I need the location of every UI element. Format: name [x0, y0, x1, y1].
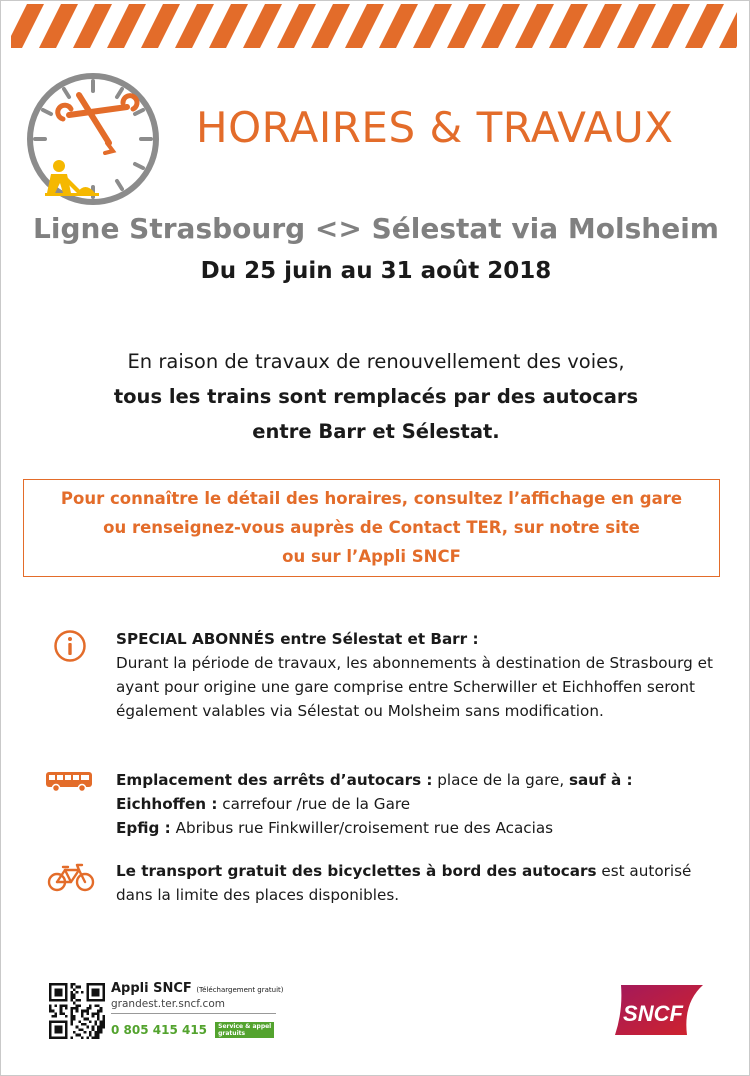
info-box-line-1: Pour connaître le détail des horaires, consultez l’affichage en gare	[60, 489, 683, 508]
website-link[interactable]: grandest.ter.sncf.com	[111, 998, 225, 1010]
line-name: Ligne Strasbourg <> Sélestat via Molsheim	[33, 212, 719, 245]
sncf-logo-text: SNCF	[623, 1001, 683, 1026]
stop-2-name: Epfig :	[116, 819, 171, 837]
app-footer	[49, 981, 284, 1043]
bikes-rest: est autorisé dans la limite des places disponibles.	[116, 862, 692, 904]
service-line-2: gratuits	[218, 1029, 246, 1037]
stops-heading: Emplacement des arrêts d’autocars :	[116, 771, 433, 789]
footer-divider	[111, 1013, 276, 1014]
bikes-bold: Le transport gratuit des bicyclettes à bord des autocars	[116, 862, 597, 880]
warning-stripe	[11, 4, 737, 48]
info-box-line-3: ou sur l’Appli SNCF	[282, 547, 461, 566]
works-dates: Du 25 juin au 31 août 2018	[200, 258, 552, 284]
app-name: Appli SNCF	[111, 981, 192, 996]
stop-1-location: carrefour /rue de la Gare	[217, 795, 411, 813]
road-worker-icon	[45, 160, 99, 196]
special-subscribers-section	[116, 627, 731, 723]
phone-number[interactable]: 0 805 415 415	[111, 1023, 208, 1037]
stop-2-location: Abribus rue Finkwiller/croisement rue des Acacias	[170, 819, 554, 837]
schedule-info-box	[23, 479, 720, 577]
intro-line-1: En raison de travaux de renouvellement des voies,	[127, 350, 625, 373]
app-download-note: (Téléchargement gratuit)	[196, 986, 284, 994]
bus-stops-section	[116, 768, 731, 840]
bicycles-section	[116, 859, 731, 907]
stops-except: sauf à :	[569, 771, 633, 789]
bus-icon	[45, 771, 93, 793]
stop-1-name: Eichhoffen :	[116, 795, 218, 813]
intro-text	[1, 344, 750, 449]
info-box-line-2: ou renseignez-vous auprès de Contact TER, sur notre site	[103, 518, 640, 537]
qr-code-icon	[49, 983, 105, 1039]
bicycle-icon	[47, 862, 95, 892]
clock-wrench-icon	[23, 71, 163, 209]
page-title: HORAIRES & TRAVAUX	[196, 103, 674, 152]
intro-line-3: entre Barr et Sélestat.	[252, 420, 500, 443]
info-icon	[53, 629, 87, 663]
special-body: Durant la période de travaux, les abonnements à destination de Strasbourg et ayant pour origine une gare comprise entre Scherwiller et Eichhoffen seront également valables via Sélestat ou Molsheim sans modification.	[116, 654, 713, 720]
phone-row	[111, 1019, 281, 1038]
stops-location: place de la gare,	[432, 771, 570, 789]
special-heading: SPECIAL ABONNÉS entre Sélestat et Barr :	[116, 630, 479, 648]
free-service-badge	[215, 1022, 274, 1038]
intro-line-2: tous les trains sont remplacés par des autocars	[113, 385, 639, 408]
service-line-1: Service & appel	[218, 1022, 272, 1030]
app-info	[111, 981, 284, 1038]
sncf-logo	[613, 983, 705, 1037]
app-title	[111, 981, 284, 996]
